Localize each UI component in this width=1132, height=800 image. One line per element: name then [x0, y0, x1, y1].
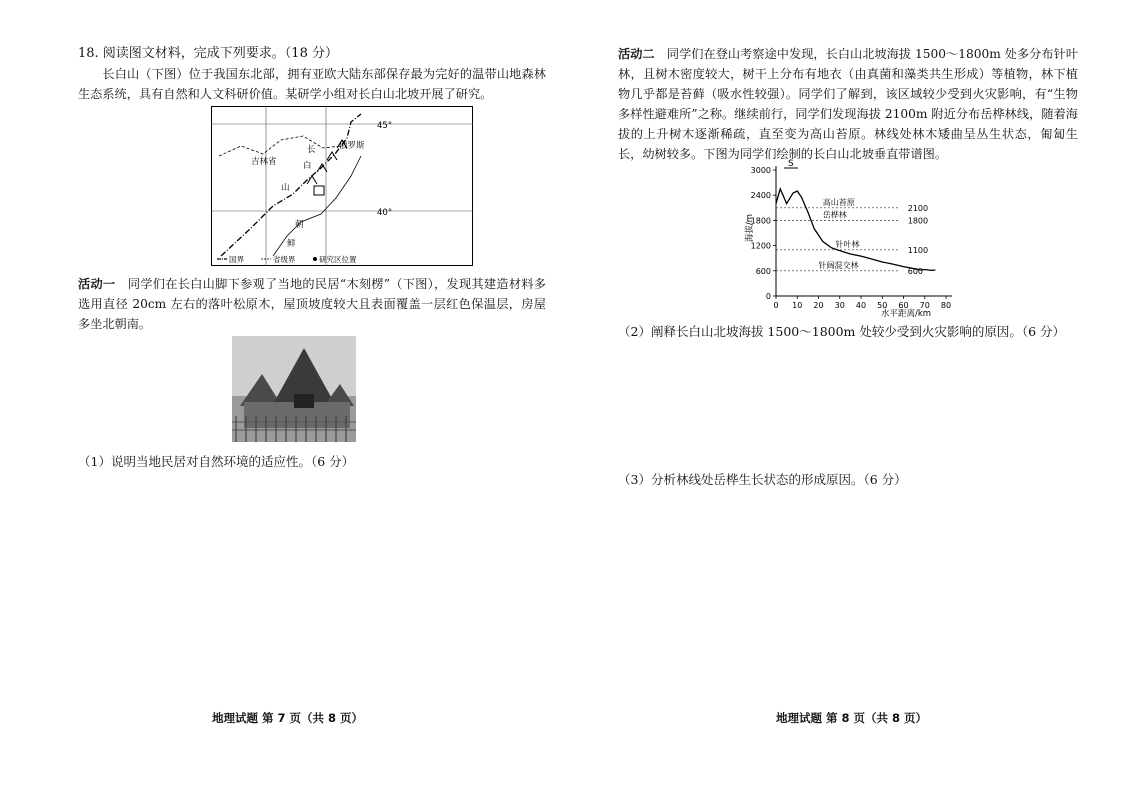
legend-label-study-area: 研究区位置 — [319, 255, 357, 264]
chart-xlabel: 水平距离/km — [880, 309, 932, 319]
y-tick-label: 3000 — [750, 166, 771, 175]
activity1-text: 同学们在长白山脚下参观了当地的民居“木刻楞”（下图），发现其建造材料多选用直径 20cm 左右的落叶松原木，屋顶坡度较大且表面覆盖一层红色保温层，房屋多坐北朝南。 — [78, 277, 546, 331]
lat-label-40: 40° — [377, 208, 393, 218]
zone-boundary-label: 2100 — [907, 203, 929, 213]
x-tick-label: 70 — [919, 301, 930, 310]
x-tick-label: 30 — [834, 301, 845, 310]
left-page-footer: 地理试题 第 7 页（共 8 页） — [212, 711, 364, 725]
chart-ylabel: 海拔/m — [745, 213, 755, 243]
chart-axes — [751, 166, 952, 310]
house-window — [294, 394, 314, 408]
sub-question-2: （2）阐释长白山北坡海拔 1500～1800m 处较少受到火灾影响的原因。（6 分） — [618, 324, 1066, 339]
zone-name-label: 针叶林 — [835, 239, 860, 249]
y-tick-label: 2400 — [750, 191, 771, 201]
activity2-label: 活动二 — [618, 47, 655, 61]
map-label-xian: 鲜 — [287, 239, 296, 249]
lat-label-45: 45° — [377, 121, 393, 131]
y-tick-label: 1800 — [750, 216, 771, 226]
activity2-paragraph — [618, 44, 1078, 164]
lon-label-130 — [331, 106, 351, 107]
activity1-label: 活动一 — [78, 277, 116, 291]
x-tick-label: 0 — [773, 301, 779, 310]
question-title: 18. 阅读图文材料，完成下列要求。（18 分） — [78, 46, 338, 61]
right-page-footer: 地理试题 第 8 页（共 8 页） — [776, 711, 928, 725]
zone-name-label: 高山苔原 — [822, 197, 855, 207]
map-label-bai: 白 — [303, 161, 312, 171]
map-label-shan: 山 — [281, 183, 290, 193]
x-tick-label: 10 — [792, 301, 803, 310]
zone-boundary-label: 1800 — [907, 216, 929, 226]
lon-label-125 — [271, 106, 291, 107]
study-area-marker — [314, 186, 324, 195]
vertical-zonation-chart — [736, 158, 1036, 320]
log-house-photo — [232, 336, 356, 442]
legend-dot-study-area — [313, 257, 317, 261]
activity1-paragraph — [78, 274, 546, 334]
zone-name-label: 岳桦林 — [822, 210, 847, 220]
direction-label: S — [788, 159, 794, 169]
sub-question-3: （3）分析林线处岳桦生长状态的形成原因。（6 分） — [618, 472, 907, 487]
map-label-chao: 朝 — [295, 220, 304, 230]
y-tick-label: 600 — [755, 266, 771, 276]
intro-paragraph: 长白山（下图）位于我国东北部，拥有亚欧大陆东部保存最为完好的温带山地森林生态系统，具有自然和人文科研价值。某研学小组对长白山北坡开展了研究。 — [78, 67, 546, 101]
map-label-chang: 长 — [307, 145, 316, 155]
y-tick-label: 1200 — [750, 241, 771, 251]
legend-label-provincial: 省级界 — [273, 255, 296, 264]
profile-line — [776, 189, 935, 270]
x-tick-label: 60 — [898, 301, 909, 310]
x-tick-label: 40 — [855, 301, 867, 310]
changbai-location-map — [211, 106, 473, 266]
y-tick-label: 0 — [765, 292, 771, 301]
sub-question-1: （1）说明当地民居对自然环境的适应性。（6 分） — [78, 454, 355, 469]
left-page — [78, 0, 558, 800]
activity2-text: 同学们在登山考察途中发现，长白山北坡海拔 1500～1800m 处多分布针叶林，且树木密度较大，树干上分布有地衣（由真菌和藻类共生形成）等植物，林下植物几乎都是苔藓（吸水性较强）。同学们了解到，该区域较少受到火灾影响，有“生物多样性避难所”之称。继续前行，同学们发现海拔 2100m 附近分布岳桦林线，随着海拔的上升树木逐渐稀疏，直至变为高山苔原。林线处林木矮曲呈丛生状态，匍匐生长，幼树较多。下图为同学们绘制的长白山北坡垂直带谱图。 — [618, 47, 1079, 161]
zone-boundary-label: 1100 — [907, 245, 929, 255]
right-page — [618, 0, 1088, 800]
map-frame — [212, 107, 473, 266]
x-tick-label: 20 — [813, 301, 824, 310]
zone-boundary-label: 600 — [907, 266, 924, 276]
x-tick-label: 50 — [877, 301, 888, 310]
map-label-jilin: 吉林省 — [251, 157, 277, 167]
zone-name-label: 针阔混交林 — [818, 260, 859, 270]
legend-label-national: 国界 — [229, 255, 244, 264]
x-tick-label: 80 — [940, 301, 952, 310]
map-label-russia: 俄罗斯 — [339, 141, 365, 151]
